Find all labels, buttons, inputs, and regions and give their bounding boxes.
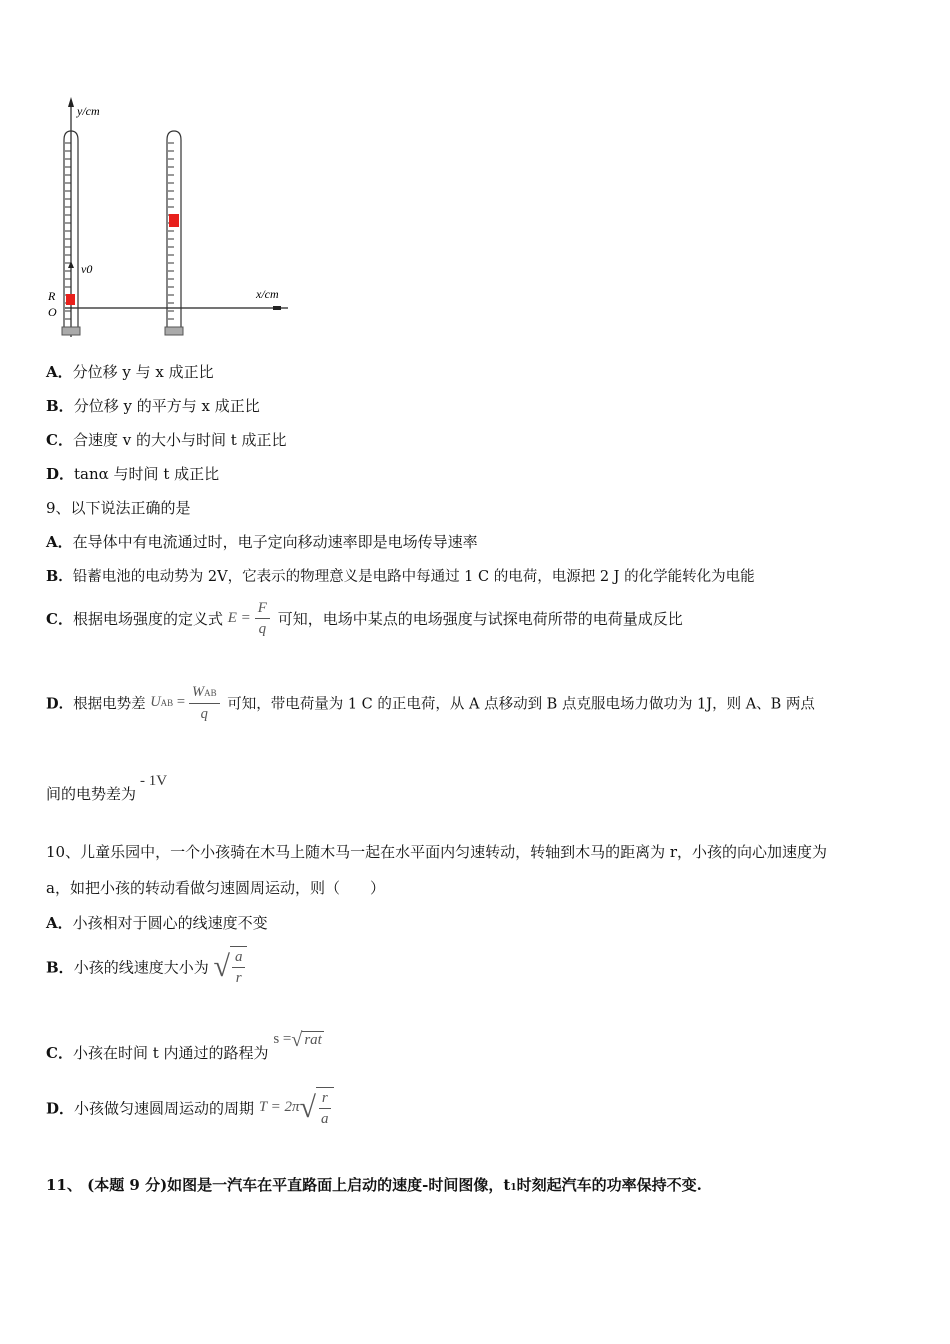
option-letter: B． (46, 397, 74, 415)
option-letter: A． (46, 533, 73, 551)
formula-u-sub: AB (160, 698, 174, 709)
q10-option-d (46, 1087, 334, 1129)
y-axis-label: y/cm (77, 104, 100, 118)
formula-denominator: r (235, 970, 242, 986)
q9-stem: 9、以下说法正确的是 (46, 499, 191, 517)
option-text: 铅蓄电池的电动势为 2V，它表示的物理意义是电路中每通过 1 C 的电荷，电源把 2 J 的化学能转化为电能 (72, 569, 755, 585)
option-letter: B． (46, 568, 73, 585)
left-tube-block (66, 294, 75, 305)
option-text: 小孩在时间 t 内通过的路程为 (72, 1044, 269, 1062)
sqrt-sign: √ (291, 1029, 303, 1051)
q9-option-b (46, 565, 755, 586)
velocity-arrowhead (68, 261, 74, 268)
path-formula (273, 1029, 324, 1051)
option-letter: D． (46, 1099, 75, 1118)
q10-option-b (46, 946, 247, 988)
option-letter: D． (46, 695, 74, 713)
potential-difference-formula (150, 684, 227, 722)
sqrt-sign: √ (213, 950, 230, 983)
right-tube-base (165, 327, 183, 335)
option-letter: C． (46, 431, 73, 449)
formula-lhs: s = (273, 1031, 292, 1048)
q11-text: (本题 9 分)如图是一汽车在平直路面上启动的速度-时间图像，t (87, 1176, 511, 1194)
option-text: 小孩的线速度大小为 (73, 958, 209, 977)
q10-stem: 10、儿童乐园中，一个小孩骑在木马上随木马一起在水平面内匀速转动，转轴到木马的距离为 r，小孩的向心加速度为 (46, 843, 828, 861)
q10-stem-line1 (46, 841, 827, 862)
formula-numerator: r (319, 1088, 331, 1109)
q10-option-c (46, 1029, 324, 1063)
option-text: 分位移 y 的平方与 x 成正比 (73, 397, 260, 415)
option-text: 根据电势差 (73, 696, 146, 713)
q10-stem: a，如把小孩的转动看做匀速圆周运动，则（ ） (46, 879, 385, 897)
q8-option-a (46, 361, 214, 382)
q10-stem-line2 (46, 877, 385, 898)
right-tube-block (169, 214, 179, 227)
option-text-tail: 可知，电场中某点的电场强度与试探电荷所带的电荷量成反比 (277, 610, 683, 628)
option-text: tanα 与时间 t 成正比 (74, 465, 220, 483)
option-letter: A． (46, 914, 73, 932)
q9-option-d (46, 682, 815, 724)
formula-eq: = (176, 694, 185, 711)
q9-option-a (46, 531, 478, 552)
formula-radicand: rat (304, 1032, 322, 1048)
formula-numerator: F (255, 598, 270, 619)
formula-lhs: T = 2π (258, 1099, 300, 1116)
option-text: 分位移 y 与 x 成正比 (72, 363, 214, 381)
formula-numerator: W (192, 684, 205, 700)
origin-label: O (48, 305, 57, 319)
q11-text-tail: 时刻起汽车的功率保持不变. (516, 1176, 702, 1194)
option-text: 在导体中有电流通过时，电子定向移动速率即是电场传导速率 (72, 533, 478, 551)
q8-option-d (46, 463, 219, 484)
option-letter: A． (46, 363, 73, 381)
option-text: 小孩做匀速圆周运动的周期 (74, 1099, 255, 1118)
formula-numerator-sub: AB (204, 688, 217, 698)
option-letter: C． (46, 610, 73, 628)
y-axis-arrow (68, 97, 74, 107)
formula-numerator: a (232, 947, 246, 968)
option-text: 合速度 v 的大小与时间 t 成正比 (72, 431, 287, 449)
q9-option-c (46, 598, 683, 639)
q8-option-b (46, 395, 260, 416)
velocity-formula (213, 946, 247, 988)
option-text: 小孩相对于圆心的线速度不变 (72, 914, 268, 932)
option-text: 间的电势差为 (46, 785, 137, 803)
x-axis-arrow (273, 306, 281, 310)
right-tube (165, 131, 183, 335)
option-text: 根据电场强度的定义式 (72, 610, 223, 628)
formula-denominator: q (200, 706, 208, 722)
q11-stem (46, 1174, 702, 1195)
option-letter: D． (46, 465, 75, 483)
option-letter: C． (46, 1044, 73, 1062)
tube-figure (40, 95, 300, 345)
field-definition-formula (227, 600, 278, 637)
formula-denominator: q (258, 621, 267, 637)
x-axis-label: x/cm (256, 287, 279, 301)
sqrt-sign: √ (299, 1091, 316, 1124)
point-r-label: R (48, 289, 56, 303)
q11-number: 11、 (46, 1176, 82, 1194)
formula-denominator: a (321, 1111, 329, 1127)
q10-option-a (46, 912, 268, 933)
q11-subscript: 1 (510, 1183, 517, 1193)
option-text-tail: 可知，带电荷量为 1 C 的正电荷，从 A 点移动到 B 点克服电场力做功为 1J，则 A、B 两点 (227, 696, 815, 713)
period-formula (258, 1090, 334, 1127)
formula-lhs: E = (227, 609, 251, 626)
option-letter: B． (46, 958, 74, 977)
left-tube-base (62, 327, 80, 335)
q9-option-d-line2 (46, 773, 168, 804)
q8-option-c (46, 429, 287, 450)
velocity-label: v0 (81, 262, 93, 276)
answer-value: - 1V (140, 773, 168, 789)
formula-u: U (150, 694, 161, 711)
